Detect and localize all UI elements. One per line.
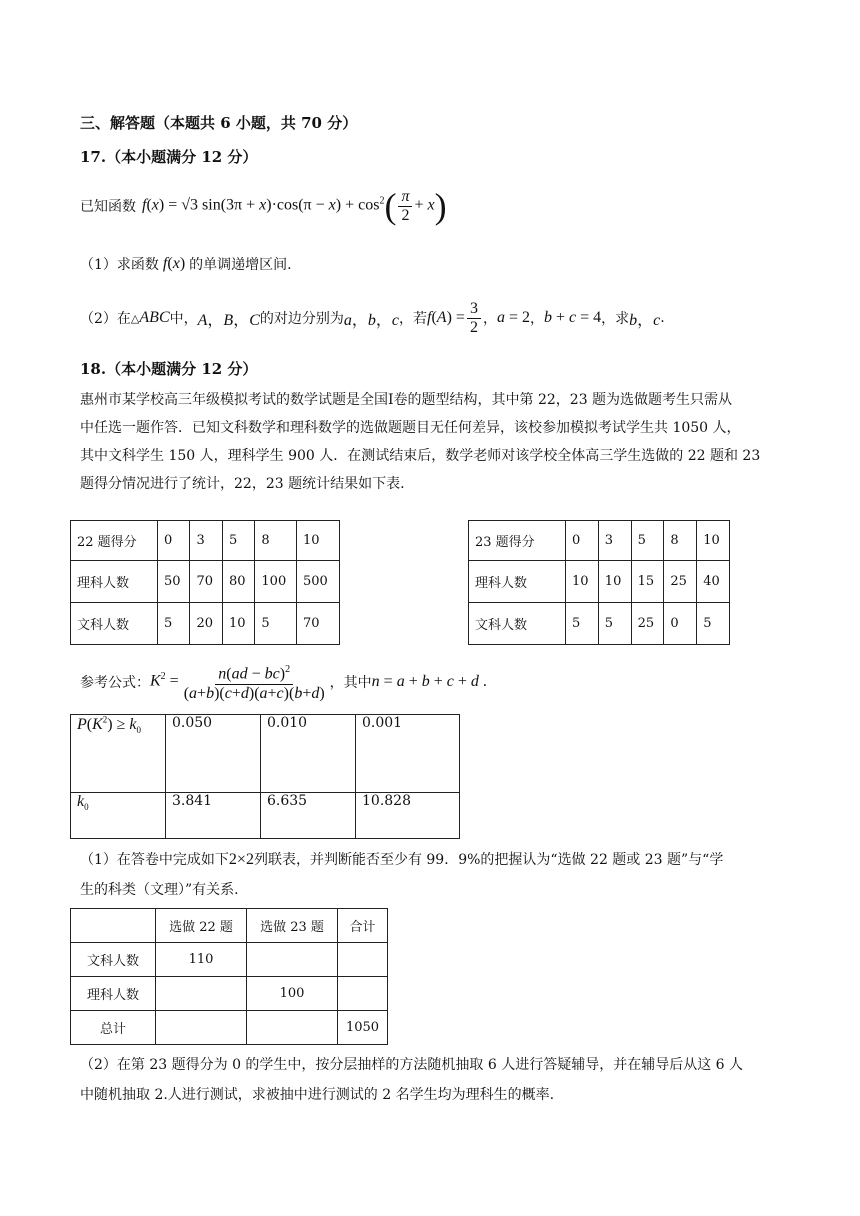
table-cell: 25 — [664, 561, 697, 603]
table-cell: 0.010 — [261, 715, 356, 793]
two-by-two-symbol: 2×2 — [228, 851, 254, 868]
table-cell: 6.635 — [261, 793, 356, 839]
table-critical-values — [70, 714, 460, 839]
table-cell: 0 — [566, 521, 599, 561]
prob-k-symbol: $P(K^2) \ge k_0$ — [77, 715, 141, 736]
table-cell: 500 — [297, 561, 340, 603]
table-contingency — [70, 908, 388, 1045]
table-cell — [156, 1011, 247, 1045]
table-row — [71, 943, 388, 977]
q17-function-formula: f(x) = √3 $\sin(3\pi + x)\cdot\cos(\pi - x) + \cos^2$( $\frac{\pi}{2}$ + x) — [142, 186, 447, 226]
table-cell: 25 — [631, 603, 664, 645]
q17-part1-a: （1）求函数 — [80, 257, 159, 273]
q18-part2 — [80, 1050, 743, 1110]
q17-part2-f: ，求 — [601, 311, 630, 327]
table-cell: 理科人数 — [71, 561, 158, 603]
table-row — [71, 793, 460, 839]
table-q23-scores — [468, 520, 730, 645]
table-cell: 70 — [297, 603, 340, 645]
table-cell: 0 — [158, 521, 190, 561]
table-cell: 5 — [255, 603, 297, 645]
table-cell: 23 题得分 — [469, 521, 566, 561]
table-cell: 3 — [190, 521, 222, 561]
q17-function-line — [80, 186, 447, 226]
table-row — [71, 521, 340, 561]
table-row — [71, 1011, 388, 1045]
q18-para-line: 题得分情况进行了统计，22，23 题统计结果如下表. — [80, 476, 405, 492]
table-cell: 0.001 — [356, 715, 460, 793]
section-title: 三、解答题（本题共 6 小题，共 70 分） — [80, 114, 358, 132]
table-cell: 100 — [247, 977, 338, 1011]
q17-part2-b: 中， — [169, 311, 198, 327]
q17-title: 17.（本小题满分 12 分） — [80, 148, 258, 166]
table-q22-scores — [70, 520, 340, 645]
q17-part2-d: ，若 — [399, 311, 428, 327]
table-cell: 10.828 — [356, 793, 460, 839]
table-row — [469, 603, 730, 645]
table-cell: 10 — [566, 561, 599, 603]
table-row — [71, 909, 388, 943]
table-cell: 80 — [222, 561, 254, 603]
q18-formula-where: ，其中 — [329, 675, 372, 691]
table-cell: 理科人数 — [71, 977, 156, 1011]
q17-condition-bc: b + c = 4 — [543, 309, 602, 326]
table-cell: 5 — [697, 603, 730, 645]
table-cell: 100 — [255, 561, 297, 603]
q18-part1-b: 列联表，并判断能否至少有 99．9%的把握认为“选做 22 题或 23 题”与“学 — [253, 852, 724, 868]
table-cell — [156, 977, 247, 1011]
table-cell: 合计 — [338, 909, 388, 943]
table-cell — [247, 1011, 338, 1045]
table-cell: 10 — [697, 521, 730, 561]
table-cell: 10 — [297, 521, 340, 561]
q18-para-line: 惠州市某学校高三年级模拟考试的数学试题是全国Ⅰ卷的题型结构，其中第 22，23 题为选做题考生只需从 — [80, 392, 733, 408]
q17-part2 — [80, 296, 665, 340]
q18-para-line: 中任选一题作答．已知文科数学和理科数学的选做题题目无任何差异，该校参加模拟考试学生共 1050 人， — [80, 420, 741, 436]
table-cell: 10 — [598, 561, 631, 603]
q17-part2-end: . — [660, 310, 665, 326]
table-cell — [71, 715, 166, 793]
table-cell: 理科人数 — [469, 561, 566, 603]
table-cell: 40 — [697, 561, 730, 603]
table-cell: 5 — [566, 603, 599, 645]
table-row — [71, 603, 340, 645]
q18-formula-line — [80, 658, 487, 706]
q17-unknowns: b，c — [629, 311, 661, 329]
q17-intro: 已知函数 — [80, 199, 136, 215]
table-cell: 8 — [664, 521, 697, 561]
q18-part1-c: 生的科类（文理）”有关系. — [80, 882, 239, 898]
q17-triangle-abc: △ABC — [130, 309, 170, 326]
table-cell: 选做 22 题 — [156, 909, 247, 943]
q17-part1-b: 的单调递增区间. — [189, 257, 292, 273]
table-cell — [247, 943, 338, 977]
table-cell — [71, 909, 156, 943]
q18-part1 — [80, 845, 723, 905]
table-row — [469, 561, 730, 603]
table-cell: 70 — [190, 561, 222, 603]
q17-sides: a，b，c — [343, 311, 400, 329]
q17-part2-e: ， — [482, 311, 497, 327]
table-cell — [338, 977, 388, 1011]
table-cell: 5 — [222, 521, 254, 561]
q17-condition-fa: f(A) = $\frac{3}{2}$ — [427, 300, 483, 337]
q18-part1-a: （1）在答卷中完成如下 — [80, 852, 229, 868]
table-cell: 0 — [664, 603, 697, 645]
table-cell: 文科人数 — [71, 603, 158, 645]
table-row — [71, 977, 388, 1011]
q18-paragraph — [80, 386, 790, 498]
table-cell: 5 — [631, 521, 664, 561]
table-cell — [71, 793, 166, 839]
table-cell: 文科人数 — [71, 943, 156, 977]
table-cell: 110 — [156, 943, 247, 977]
table-cell: 8 — [255, 521, 297, 561]
q17-vertices: A，B，C — [197, 311, 260, 329]
table-row — [469, 521, 730, 561]
table-cell: 5 — [598, 603, 631, 645]
table-cell: 15 — [631, 561, 664, 603]
q17-fx-symbol: f(x) — [162, 255, 186, 272]
q18-part2-line: 中随机抽取 2.人进行测试，求被抽中进行测试的 2 名学生均为理科生的概率. — [80, 1087, 555, 1103]
table-cell — [338, 943, 388, 977]
table-cell: 10 — [222, 603, 254, 645]
q17-part2-c: 的对边分别为 — [259, 311, 344, 327]
q17-part1 — [80, 252, 292, 276]
k0-symbol: $k_0$ — [77, 793, 89, 813]
table-row — [71, 561, 340, 603]
q18-chi-square-formula: $K^2$ = $\frac{n(ad - bc)^2}{(a+b)(c+d)(a+c)(b+d)}$ — [150, 661, 330, 702]
q18-n-definition: n = a + b + c + d . — [371, 673, 487, 690]
table-cell: 文科人数 — [469, 603, 566, 645]
table-row — [71, 715, 460, 793]
table-cell: 0.050 — [166, 715, 261, 793]
q18-formula-label: 参考公式： — [80, 675, 150, 691]
table-cell: 3.841 — [166, 793, 261, 839]
q18-para-line: 其中文科学生 150 人，理科学生 900 人．在测试结束后，数学老师对该学校全体高三学生选做的 22 题和 23 — [80, 448, 761, 464]
table-cell: 总计 — [71, 1011, 156, 1045]
table-cell: 1050 — [338, 1011, 388, 1045]
q17-condition-a: a = 2 — [496, 309, 530, 326]
q17-part2-a: （2）在 — [80, 311, 131, 327]
q18-part2-line: （2）在第 23 题得分为 0 的学生中，按分层抽样的方法随机抽取 6 人进行答疑辅导，并在辅导后从这 6 人 — [80, 1057, 744, 1073]
table-cell: 选做 23 题 — [247, 909, 338, 943]
table-cell: 3 — [598, 521, 631, 561]
q17-part2-e2: ， — [529, 311, 544, 327]
table-cell: 20 — [190, 603, 222, 645]
q18-title: 18.（本小题满分 12 分） — [80, 360, 258, 378]
table-cell: 50 — [158, 561, 190, 603]
table-cell: 22 题得分 — [71, 521, 158, 561]
q18-part1-line — [80, 845, 723, 875]
table-cell: 5 — [158, 603, 190, 645]
